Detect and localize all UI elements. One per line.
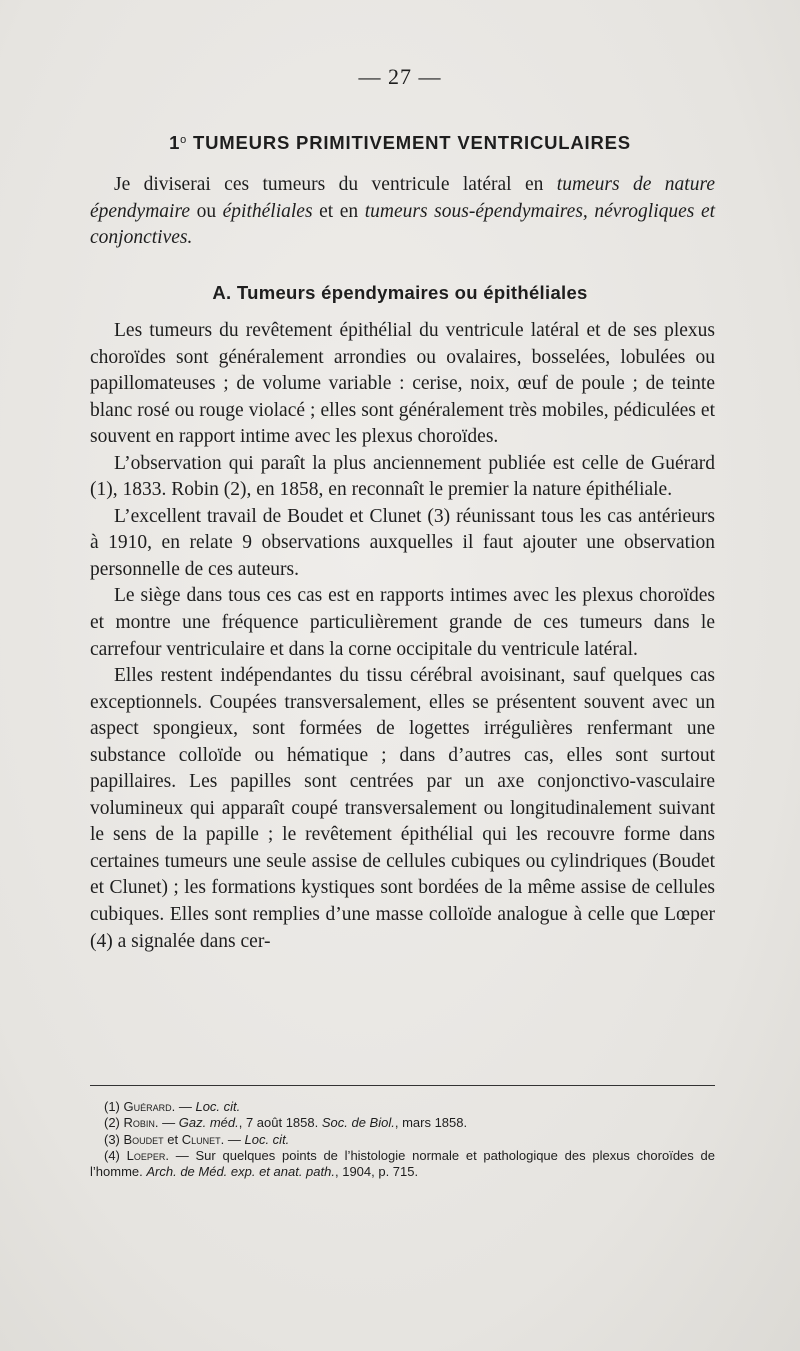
section-title bbox=[0, 132, 800, 154]
footnote-date: , 7 août 1858. bbox=[238, 1115, 322, 1131]
subsection-title: A. Tumeurs épendymaires ou épithéliales bbox=[212, 282, 588, 303]
paragraph-4: Le siège dans tous ces cas est en rapports intimes avec les plexus choroïdes et montre une fréquence particulièrement grande de ces tumeurs dans le carrefour ventriculaire et dans la corne occipitale du ventricule latéral. bbox=[90, 585, 715, 660]
footnote-citation: Loc. cit. bbox=[244, 1131, 290, 1147]
footnote-number: (4) bbox=[104, 1147, 127, 1163]
footnote-author-2: Clunet bbox=[181, 1131, 221, 1147]
paragraph-1: Les tumeurs du revêtement épithélial du ventricule latéral et de ses plexus choroïdes sont généralement arrondies ou ovalaires, bosselées, lobulées ou papillomateuses ; de volume variable : cerise, noix, œuf de poule ; de teinte blanc rosé ou rouge violacé ; elles sont généralement très mobiles, pédiculées et souvent en rapport intime avec les plexus choroïdes. bbox=[90, 320, 715, 448]
paragraph-2: L’observation qui paraît la plus anciennement publiée est celle de Guérard (1), 1833. Robin (2), en 1858, en reconnaît le premier la nature épithéliale. bbox=[90, 452, 715, 501]
footnote-author: Guérard bbox=[123, 1099, 172, 1114]
intro-italic-2: épithéliales bbox=[222, 200, 313, 222]
footnote-citation: Loc. cit. bbox=[195, 1099, 241, 1114]
footnote-3 bbox=[90, 1132, 715, 1148]
footnote-date-2: , mars 1858. bbox=[394, 1115, 468, 1131]
footnote-separator: . — bbox=[220, 1131, 245, 1147]
section-title-text: TUMEURS PRIMITIVEMENT VENTRICULAIRES bbox=[193, 132, 631, 153]
paragraph-3: L’excellent travail de Boudet et Clunet (3) réunissant tous les cas antérieurs à 1910, en relate 9 observations auxquelles il faut ajouter une observation personnelle de ces auteurs. bbox=[90, 505, 715, 580]
footnote-separator: . — bbox=[154, 1115, 179, 1131]
footnote-4 bbox=[90, 1148, 715, 1181]
footnote-number: (1) bbox=[104, 1099, 124, 1114]
body-text bbox=[90, 318, 715, 955]
intro-text-2: ou bbox=[190, 200, 223, 222]
intro-italic-1: tumeurs de nature épendymaire bbox=[90, 174, 715, 222]
footnote-author: Boudet bbox=[123, 1131, 164, 1147]
footnote-1 bbox=[90, 1099, 715, 1115]
footnotes bbox=[90, 1099, 715, 1180]
footnote-separator: . — bbox=[171, 1099, 196, 1114]
page-number: — 27 — bbox=[358, 64, 442, 89]
intro-paragraph bbox=[90, 172, 715, 252]
footnote-author: Robin bbox=[123, 1115, 155, 1131]
intro-text-3: et en bbox=[312, 200, 365, 222]
footnote-pages: , 1904, p. 715. bbox=[334, 1164, 419, 1180]
footnote-conjunction: et bbox=[163, 1131, 182, 1147]
footnote-citation: Arch. de Méd. exp. et anat. path. bbox=[146, 1164, 335, 1180]
section-ordinal-mark: o bbox=[180, 134, 188, 146]
footnote-2 bbox=[90, 1115, 715, 1131]
footnote-number: (3) bbox=[104, 1131, 124, 1147]
intro-text-1: Je diviserai ces tumeurs du ventricule latéral en bbox=[114, 174, 557, 195]
footnote-divider bbox=[90, 1085, 715, 1086]
intro-italic-3: tumeurs sous-épendymaires, névrogliques et conjonctives. bbox=[90, 200, 716, 248]
footnote-number: (2) bbox=[104, 1115, 124, 1131]
footnote-citation-2: Soc. de Biol. bbox=[321, 1115, 395, 1131]
footnote-citation: Gaz. méd. bbox=[178, 1115, 239, 1131]
section-number: 1 bbox=[169, 132, 181, 153]
footnote-author: Loeper bbox=[126, 1147, 166, 1163]
paragraph-5: Elles restent indépendantes du tissu cérébral avoisinant, sauf quelques cas exceptionnels. Coupées transversalement, elles se présentent souvent avec un aspect spongieux, sont formées de logettes irrégulières renfermant une substance colloïde ou hématique ; dans d’autres cas, elles sont surtout papillaires. Les papilles sont centrées par un axe conjonctivo-vasculaire volumineux qui apparaît coupé transversalement ou longitudinalement suivant le sens de la papille ; le revêtement épithélial qui les recouvre forme dans certaines tumeurs une seule assise de cellules cubiques ou cylindriques (Boudet et Clunet) ; les formations kystiques sont bordées de la même assise de cellules cubiques. Elles sont remplies d’une masse colloïde analogue à celle que Lœper (4) a signalée dans cer- bbox=[90, 665, 715, 952]
footnote-title: . — Sur quelques points de l’histologie normale et pathologique des plexus choroïdes de l’homme. bbox=[90, 1147, 715, 1180]
